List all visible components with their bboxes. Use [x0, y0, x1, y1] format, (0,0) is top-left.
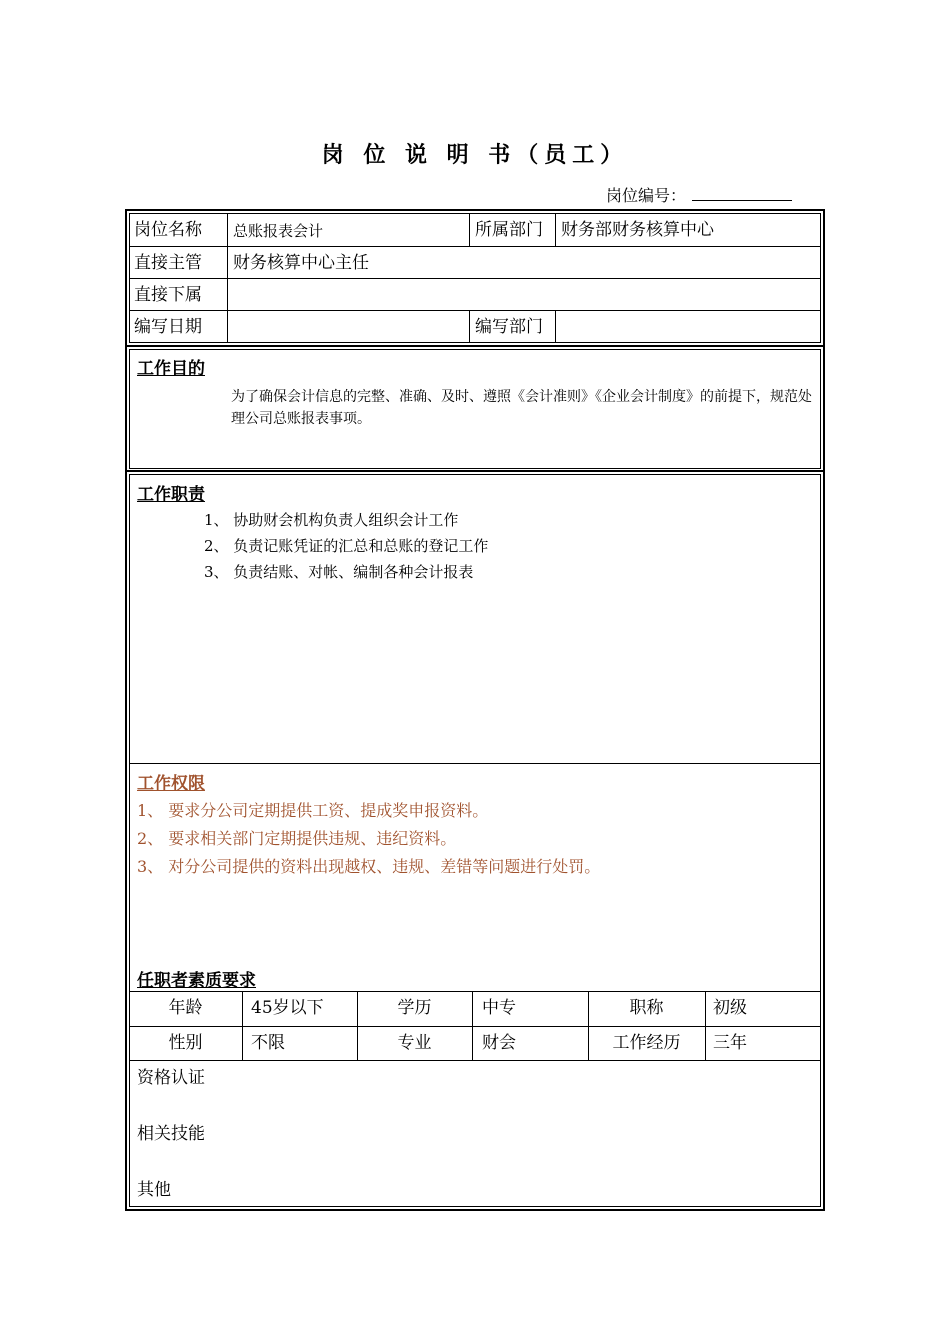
dept-label: 所属部门 [475, 220, 543, 240]
cert-label: 资格认证 [137, 1068, 205, 1088]
requirements-title: 任职者素质要求 [137, 971, 256, 991]
section-divider [125, 470, 825, 472]
duty-item: 2、 负责记账凭证的汇总和总账的登记工作 [204, 537, 489, 555]
row-divider [129, 1026, 821, 1027]
row-divider [129, 310, 821, 311]
row-divider [129, 991, 821, 992]
col-divider [705, 991, 706, 1060]
col-divider [555, 310, 556, 343]
age-value[interactable]: 45岁以下 [251, 998, 324, 1018]
purpose-text: 为了确保会计信息的完整、准确、及时、遵照《会计准则》《企业会计制度》的前提下，规范处理公司总账报表事项。 [231, 389, 812, 427]
authority-item: 1、 要求分公司定期提供工资、提成奖申报资料。 [137, 801, 489, 820]
page-title: 岗 位 说 明 书（员工） [321, 142, 629, 168]
duty-item: 1、 协助财会机构负责人组织会计工作 [204, 511, 459, 529]
gender-label: 性别 [168, 1033, 203, 1053]
section-divider [125, 345, 825, 347]
post-name-value[interactable]: 总账报表会计 [233, 222, 324, 240]
authority-item: 2、 要求相关部门定期提供违规、违纪资料。 [137, 829, 457, 848]
authority-item: 3、 对分公司提供的资料出现越权、违规、差错等问题进行处罚。 [137, 857, 601, 876]
skills-label: 相关技能 [137, 1124, 205, 1144]
col-divider [469, 310, 470, 343]
col-divider [555, 213, 556, 246]
col-divider [469, 213, 470, 246]
dept-value[interactable]: 财务部财务核算中心 [561, 220, 714, 240]
row-divider [129, 1060, 821, 1061]
col-divider [472, 991, 473, 1060]
edu-label: 学历 [397, 998, 432, 1018]
authority-title: 工作权限 [137, 774, 205, 794]
duty-item: 3、 负责结账、对帐、编制各种会计报表 [204, 563, 474, 581]
purpose-title: 工作目的 [137, 359, 205, 379]
post-number-blank[interactable] [692, 186, 792, 201]
duties-title: 工作职责 [137, 485, 205, 505]
author-dept-label: 编写部门 [475, 317, 543, 337]
age-label: 年龄 [168, 998, 203, 1018]
other-label: 其他 [137, 1180, 171, 1200]
supervisor-value[interactable]: 财务核算中心主任 [233, 253, 369, 273]
gender-value[interactable]: 不限 [251, 1033, 285, 1053]
exp-label: 工作经历 [612, 1033, 681, 1053]
post-number-label: 岗位编号： [606, 186, 687, 205]
exp-value[interactable]: 三年 [713, 1033, 747, 1053]
section-divider [129, 763, 821, 764]
subordinate-label: 直接下属 [134, 285, 202, 305]
supervisor-label: 直接主管 [134, 253, 202, 273]
rank-value[interactable]: 初级 [713, 998, 747, 1018]
edu-value[interactable]: 中专 [482, 998, 516, 1018]
date-label: 编写日期 [134, 317, 202, 337]
post-number [606, 183, 792, 206]
post-name-label: 岗位名称 [134, 220, 202, 240]
col-divider [227, 213, 228, 343]
major-label: 专业 [397, 1033, 432, 1053]
row-divider [129, 278, 821, 279]
col-divider [242, 991, 243, 1060]
rank-label: 职称 [629, 998, 664, 1018]
major-value[interactable]: 财会 [482, 1033, 516, 1053]
row-divider [129, 246, 821, 247]
